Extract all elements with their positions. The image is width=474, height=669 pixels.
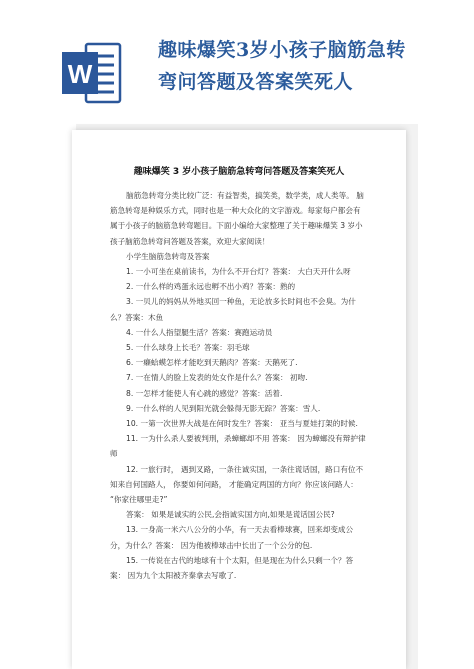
paragraph: 13. 一身高一米六八公分的小华，有一天去看棒球赛，回来却变成公分，为什么？答案： 因为他被棒球击中长出了一个公分的包. [110,525,354,550]
word-document-icon [62,40,122,106]
document-title: 趣味爆笑 3 岁小孩子脑筋急转弯问答题及答案笑死人 [133,167,345,177]
paragraph: 7. 一在情人的脸上发表的处女作是什么？答案： 初吻. [126,373,308,383]
paragraph: 2. 一什么样的鸡蛋永远也孵不出小鸡？答案：熟的 [126,282,296,292]
document-page [72,130,406,669]
paragraph: 12. 一旅行时， 遇到叉路，一条往诚实国，一条往谎话国，路口有位不知来自何国路人， 你要如何问路， 才能确定两国的方向？你应该问路人： “你家往哪里走?” [110,464,364,505]
paragraph: 答案： 如果是诚实的公民,会指诚实国方向,如果是谎话国公民? [126,510,335,520]
paragraph: 6. 一癞蛤蟆怎样才能吃到天鹅肉？答案：天鹅死了. [126,358,298,368]
title-line-2: 弯问答题及答案笑死人 [158,71,354,93]
paragraph: 9. 一什么样的人见到阳光就会躲得无影无踪？答案：雪人. [126,403,321,413]
paragraph: 5. 一什么球身上长毛？答案：羽毛球 [126,343,250,353]
paragraph: 11. 一为什么杀人要被判刑，杀蟑螂却不用 答案： 因为蟑螂没有辩护律师 [110,434,366,459]
paragraph: 1. 一小可坐在桌前读书，为什么不开台灯？答案： 大白天开什么呀 [126,267,351,277]
paragraph: 3. 一贝儿的妈妈从外地买回一种鱼，无论放多长时间也不会臭。为什么？答案：木鱼 [110,297,356,322]
paragraph: 小学生脑筋急转弯及答案 [126,251,210,261]
paragraph: 10. 一第一次世界大战是在何时发生？答案： 亚当与夏娃打架的时候. [126,419,358,429]
paragraph: 4. 一什么人指望腿生活？答案：赛跑运动员 [126,327,273,337]
page-title [158,34,458,98]
paragraph: 脑筋急转弯分类比较广泛：有益智类，搞笑类，数学类，成人类等。 脑筋急转弯是种娱乐方式，同时也是一种大众化的文字游戏。每家每户都会有属于小孩子的脑筋急转弯题目。下面小编给大家整理了关于趣味爆笑 3 岁小孩子脑筋急转弯问答题及答案，欢迎大家阅读！ [110,191,364,246]
word-logo-letter: W [67,59,93,89]
document-body [110,188,368,583]
paragraph: 15. 一传说在古代的地球有十个太阳，但是现在为什么只剩一个？答案： 因为九个太阳被齐秦拿去写歌了. [110,555,354,581]
title-line-1: 趣味爆笑3岁小孩子脑筋急转 [158,39,406,61]
paragraph: 8. 一怎样才能使人有心跳的感觉？答案：活着. [126,388,283,398]
header [0,0,474,112]
